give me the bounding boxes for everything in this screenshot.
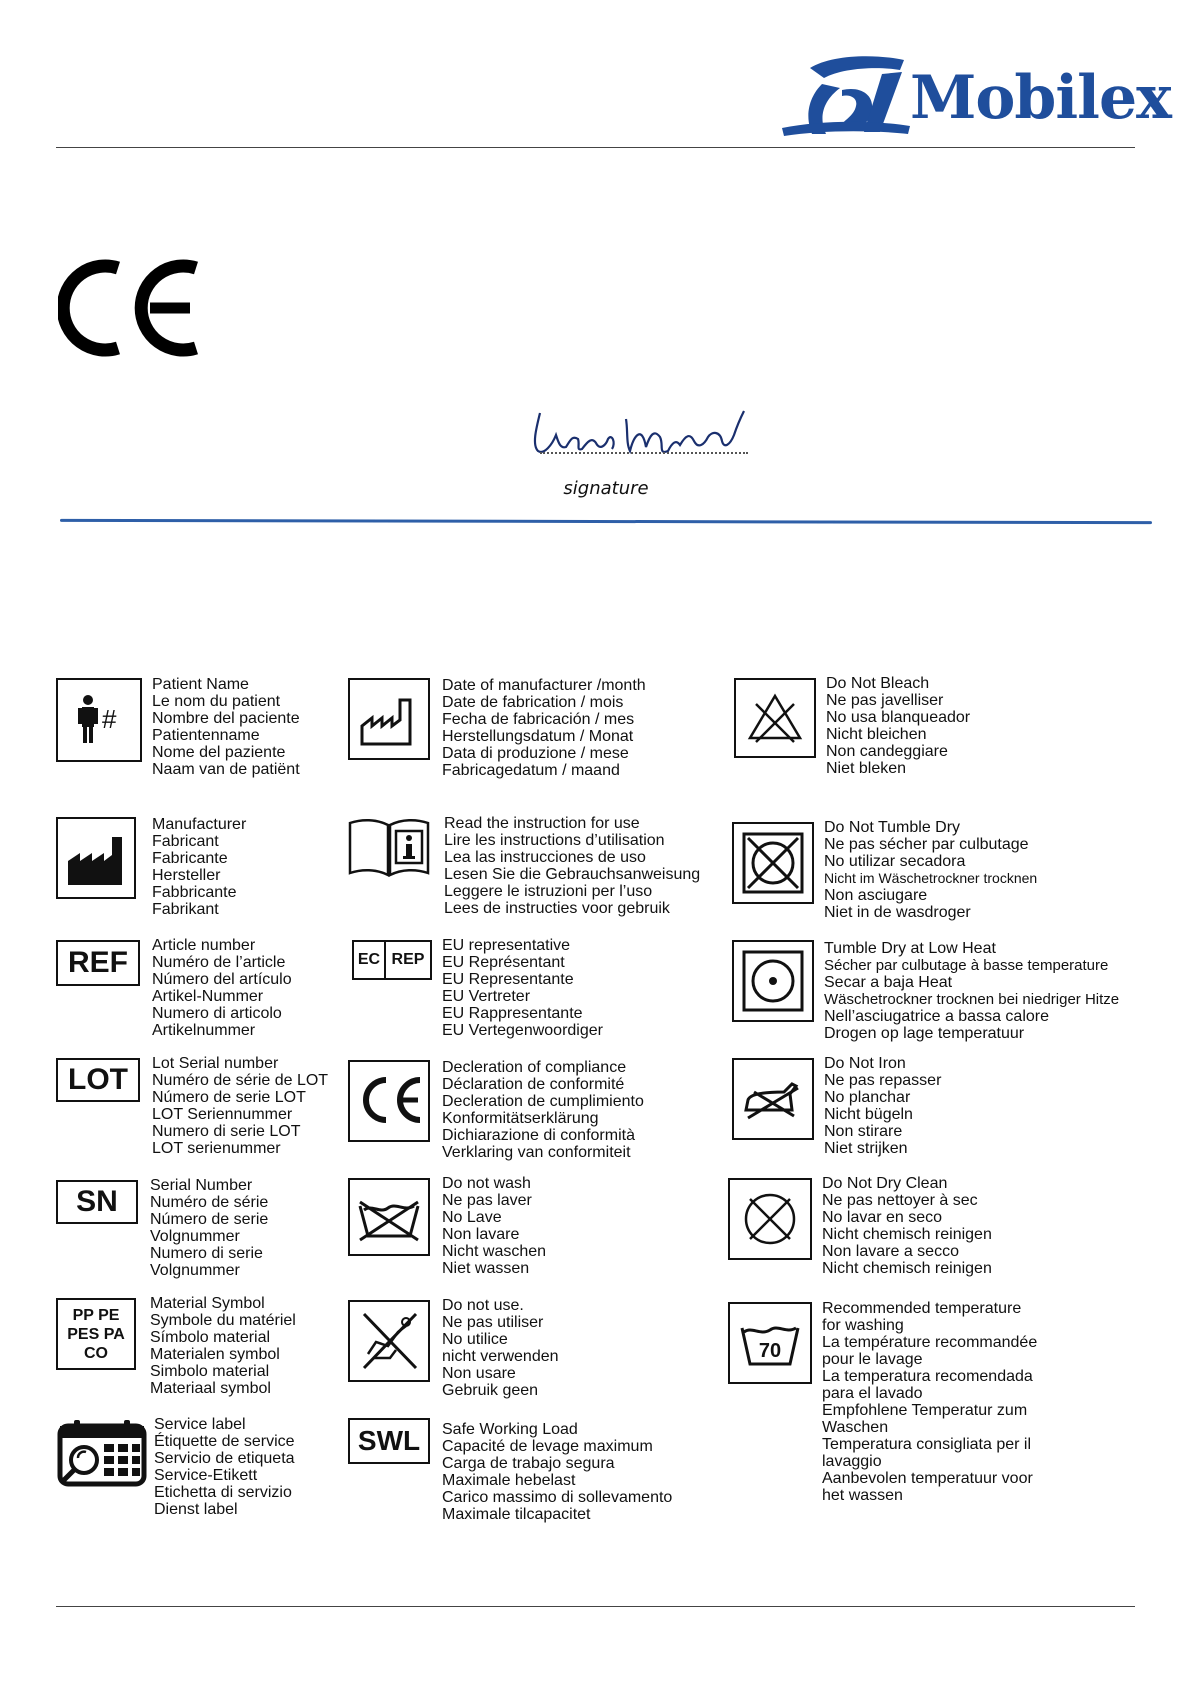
ref-icon: REF: [56, 940, 140, 986]
line: Niet bleken: [826, 760, 907, 777]
line: Patientenname: [152, 727, 260, 744]
instructions-for-use-icon: [348, 817, 430, 877]
line: EU Représentant: [442, 954, 565, 971]
line: Número del artículo: [152, 971, 292, 988]
line: Capacité de levage maximum: [442, 1438, 653, 1455]
line: Non usare: [442, 1365, 516, 1382]
line: Numéro de l’article: [152, 954, 286, 971]
eu-representative-text: [442, 937, 603, 1039]
line: Niet wassen: [442, 1260, 530, 1277]
line: for washing: [822, 1317, 904, 1334]
line: Do Not Dry Clean: [822, 1175, 948, 1192]
article-number-text: [152, 937, 292, 1039]
line: Service-Etikett: [154, 1467, 258, 1484]
line: Herstellungsdatum / Monat: [442, 728, 634, 745]
line: Ne pas repasser: [824, 1072, 942, 1089]
line: Fabbricante: [152, 884, 237, 901]
manufacturer-text: [152, 816, 246, 918]
line: La température recommandée: [822, 1334, 1038, 1351]
line: EU representative: [442, 937, 571, 954]
line: No utilice: [442, 1331, 508, 1348]
brand-name: Mobilex: [910, 63, 1171, 133]
lot-text: [152, 1055, 328, 1157]
patient-name-icon: [56, 678, 142, 762]
temperature-value: 70: [758, 1340, 782, 1362]
ec-rep-icon: [352, 940, 432, 980]
swl-icon: SWL: [348, 1418, 430, 1464]
line: Servicio de etiqueta: [154, 1450, 295, 1467]
line: Nombre del paciente: [152, 710, 300, 727]
line: Materiaal symbol: [150, 1380, 271, 1397]
line: Date de fabrication / mois: [442, 694, 624, 711]
line: No utilizar secadora: [824, 853, 966, 870]
line: EU Vertreter: [442, 988, 531, 1005]
line: Fabricant: [152, 833, 219, 850]
line: Nell’asciugatrice a bassa calore: [824, 1008, 1049, 1025]
line: No planchar: [824, 1089, 911, 1106]
line: Tumble Dry at Low Heat: [824, 940, 996, 957]
do-not-iron-icon: [732, 1058, 814, 1140]
line: LOT serienummer: [152, 1140, 281, 1157]
service-label-icon: [56, 1418, 148, 1490]
line: Volgnummer: [150, 1262, 240, 1279]
line: Artikelnummer: [152, 1022, 256, 1039]
line: Numero di serie: [150, 1245, 263, 1262]
line: Secar a baja Heat: [824, 974, 953, 991]
line: Fecha de fabricación / mes: [442, 711, 635, 728]
do-not-tumble-dry-icon: [732, 822, 814, 904]
signature-dotted-line: [540, 452, 748, 454]
line: Non candeggiare: [826, 743, 948, 760]
line: Material Symbol: [150, 1295, 265, 1312]
line: Read the instruction for use: [444, 815, 640, 832]
line: Hersteller: [152, 867, 221, 884]
line: Empfohlene Temperatur zum: [822, 1402, 1028, 1419]
ce-mark-icon: [58, 258, 200, 358]
line: Service label: [154, 1416, 246, 1433]
line: Recommended temperature: [822, 1300, 1022, 1317]
line: Drogen op lage temperatuur: [824, 1025, 1025, 1042]
line: Ne pas sécher par culbutage: [824, 836, 1029, 853]
line: Temperatura consigliata per il: [822, 1436, 1031, 1453]
line: Konformitätserklärung: [442, 1110, 599, 1127]
line: Non lavare a secco: [822, 1243, 959, 1260]
line: Non stirare: [824, 1123, 903, 1140]
line: Nicht im Wäschetrockner trocknen: [824, 870, 1038, 886]
line: Maximale tilcapacitet: [442, 1506, 591, 1523]
material-icon: [56, 1298, 136, 1370]
line: EU Rappresentante: [442, 1005, 583, 1022]
do-not-dry-clean-icon: [728, 1178, 812, 1260]
line: Simbolo material: [150, 1363, 270, 1380]
line: Lire les instructions d’utilisation: [444, 832, 665, 849]
do-not-bleach-icon: [734, 678, 816, 758]
line: Wäschetrockner trocknen bei niedriger Hitze: [824, 991, 1120, 1008]
line: Ne pas nettoyer à sec: [822, 1192, 978, 1209]
line: Gebruik geen: [442, 1382, 539, 1399]
line: Lea las instrucciones de uso: [444, 849, 646, 866]
line: Volgnummer: [150, 1228, 240, 1245]
handwritten-signature-icon: [530, 405, 760, 465]
rep-label: REP: [391, 951, 425, 968]
line: Déclaration de conformité: [442, 1076, 625, 1093]
serial-number-text: [150, 1177, 268, 1279]
line: Le nom du patient: [152, 693, 281, 710]
line: Lees de instructies voor gebruik: [444, 900, 670, 917]
line: Lesen Sie die Gebrauchsanweisung: [444, 866, 701, 883]
line: Do not use.: [442, 1297, 524, 1314]
line: Lot Serial number: [152, 1055, 279, 1072]
material-code: PP PE: [72, 1306, 120, 1324]
ce-mark: [58, 258, 200, 358]
recommended-temperature-icon: [728, 1302, 812, 1384]
line: Carga de trabajo segura: [442, 1455, 615, 1472]
line: LOT Seriennummer: [152, 1106, 293, 1123]
do-not-iron-text: [824, 1055, 941, 1157]
service-label-text: [154, 1416, 295, 1518]
line: Data di produzione / mese: [442, 745, 629, 762]
line: Étiquette de service: [154, 1433, 295, 1450]
do-not-tumble-dry-text: [824, 819, 1037, 921]
line: EU Representante: [442, 971, 574, 988]
line: para el lavado: [822, 1385, 923, 1402]
signature-label: signature: [563, 478, 649, 499]
line: Non lavare: [442, 1226, 520, 1243]
line: Aanbevolen temperatuur voor: [822, 1470, 1033, 1487]
line: Decleration of compliance: [442, 1059, 627, 1076]
line: Waschen: [822, 1419, 889, 1436]
line: Fabrikant: [152, 901, 219, 918]
blue-divider: [60, 519, 1152, 524]
date-of-manufacture-icon: [348, 678, 430, 760]
line: pour le lavage: [822, 1351, 923, 1368]
manufacturer-icon: [56, 817, 136, 899]
do-not-use-text: [442, 1297, 559, 1399]
recommended-temperature-text: [822, 1300, 1037, 1504]
line: Número de serie: [150, 1211, 269, 1228]
line: Numero di serie LOT: [152, 1123, 301, 1140]
line: Nicht bleichen: [826, 726, 927, 743]
date-of-manufacture-text: [442, 677, 646, 779]
line: Naam van de patiënt: [152, 761, 300, 778]
line: Article number: [152, 937, 256, 954]
line: La temperatura recomendada: [822, 1368, 1033, 1385]
line: het wassen: [822, 1487, 903, 1504]
line: Leggere le istruzioni per l’uso: [444, 883, 653, 900]
top-divider: [56, 147, 1135, 148]
do-not-use-icon: [348, 1300, 430, 1382]
do-not-dry-clean-text: [822, 1175, 992, 1277]
line: Date of manufacturer /month: [442, 677, 646, 694]
patient-name-text: [152, 676, 300, 778]
line: Symbole du matériel: [150, 1312, 296, 1329]
line: Non asciugare: [824, 887, 928, 904]
line: Número de serie LOT: [152, 1089, 306, 1106]
safe-working-load-text: [442, 1421, 672, 1523]
line: No usa blanqueador: [826, 709, 971, 726]
line: Dichiarazione di conformità: [442, 1127, 635, 1144]
line: Niet in de wasdroger: [824, 904, 971, 921]
line: Artikel-Nummer: [152, 988, 264, 1005]
line: No Lave: [442, 1209, 502, 1226]
line: Numéro de série de LOT: [152, 1072, 329, 1089]
tumble-dry-low-heat-icon: [732, 940, 814, 1022]
line: No lavar en seco: [822, 1209, 943, 1226]
tumble-dry-low-heat-text: [824, 940, 1119, 1042]
line: Niet strijken: [824, 1140, 908, 1157]
line: EU Vertegenwoordiger: [442, 1022, 603, 1039]
line: Do Not Iron: [824, 1055, 906, 1072]
line: Patient Name: [152, 676, 249, 693]
line: Do Not Bleach: [826, 675, 930, 692]
mobilex-emblem-icon: [782, 50, 912, 142]
line: Numero di articolo: [152, 1005, 282, 1022]
line: Maximale hebelast: [442, 1472, 576, 1489]
line: lavaggio: [822, 1453, 882, 1470]
line: Nome del paziente: [152, 744, 286, 761]
sn-icon: SN: [56, 1180, 138, 1224]
mobilex-logo: [782, 50, 1171, 142]
declaration-of-compliance-text: [442, 1059, 644, 1161]
line: Nicht chemisch reinigen: [822, 1226, 992, 1243]
line: Etichetta di servizio: [154, 1484, 292, 1501]
do-not-bleach-text: [826, 675, 970, 777]
line: Materialen symbol: [150, 1346, 280, 1363]
line: Dienst label: [154, 1501, 238, 1518]
ce-icon: [348, 1060, 430, 1142]
material-code: CO: [84, 1344, 108, 1362]
line: Nicht chemisch reinigen: [822, 1260, 992, 1277]
line: Símbolo material: [150, 1329, 271, 1346]
line: Do not wash: [442, 1175, 531, 1192]
line: Serial Number: [150, 1177, 253, 1194]
bottom-divider: [56, 1606, 1135, 1607]
line: Nicht bügeln: [824, 1106, 913, 1123]
material-code: PES PA: [67, 1325, 125, 1343]
instructions-for-use-text: [444, 815, 700, 917]
line: Do Not Tumble Dry: [824, 819, 961, 836]
line: Ne pas laver: [442, 1192, 532, 1209]
line: Fabricante: [152, 850, 228, 867]
svg-text:#: #: [102, 704, 117, 734]
do-not-wash-text: [442, 1175, 546, 1277]
line: Ne pas javelliser: [826, 692, 944, 709]
do-not-wash-icon: [348, 1178, 430, 1256]
line: Safe Working Load: [442, 1421, 578, 1438]
lot-icon: LOT: [56, 1058, 140, 1102]
ec-label: EC: [354, 942, 386, 978]
line: Manufacturer: [152, 816, 247, 833]
line: Nicht waschen: [442, 1243, 547, 1260]
line: Fabricagedatum / maand: [442, 762, 620, 779]
material-text: [150, 1295, 296, 1397]
line: Decleration de cumplimiento: [442, 1093, 644, 1110]
line: Ne pas utiliser: [442, 1314, 544, 1331]
line: Numéro de série: [150, 1194, 269, 1211]
line: Verklaring van conformiteit: [442, 1144, 631, 1161]
line: Carico massimo di sollevamento: [442, 1489, 673, 1506]
line: nicht verwenden: [442, 1348, 559, 1365]
line: Sécher par culbutage à basse temperature: [824, 957, 1109, 974]
